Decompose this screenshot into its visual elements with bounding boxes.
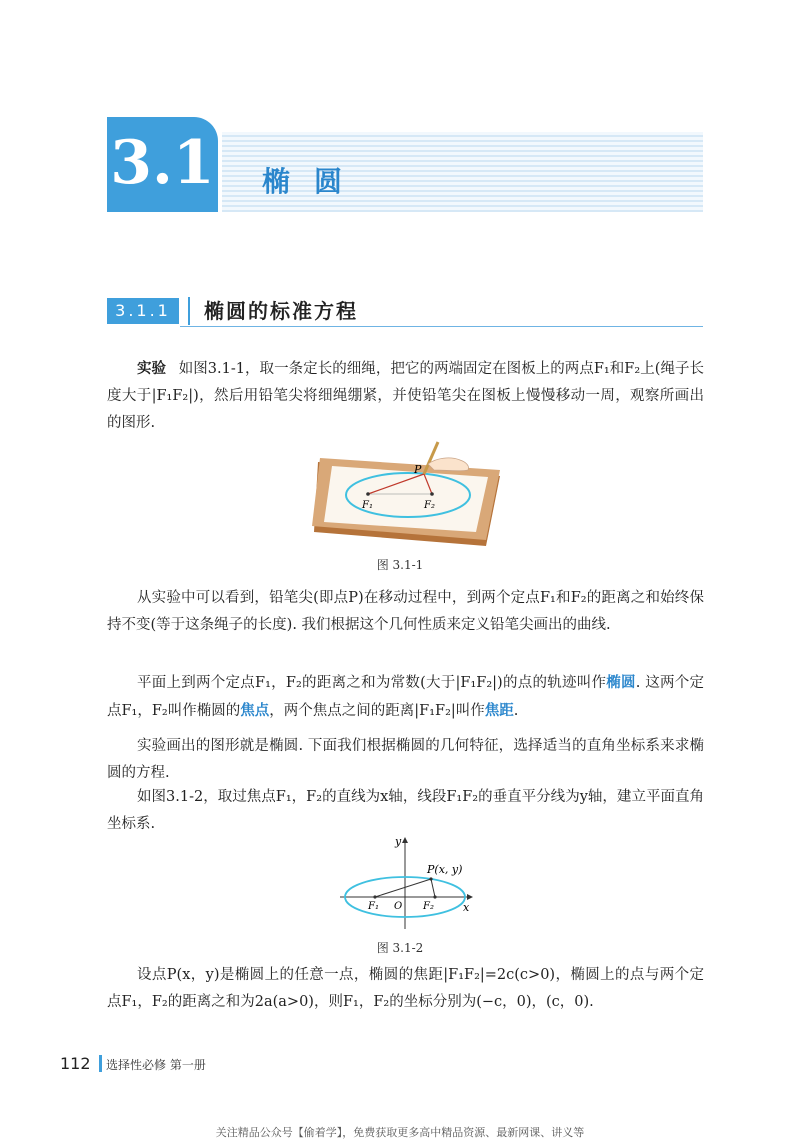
definition-text-d: . bbox=[513, 703, 519, 719]
segment-pf1 bbox=[375, 879, 431, 897]
definition-text-b: . 这两个定点F₁，F₂叫作椭圆的 bbox=[107, 675, 705, 719]
figure-3-1-1 bbox=[310, 440, 510, 550]
fig2-label-x: x bbox=[463, 901, 470, 914]
chapter-title: 椭圆 bbox=[262, 165, 367, 198]
experiment-text: 如图3.1-1，取一条定长的细绳，把它的两端固定在图板上的两点F₁和F₂上(绳子长度大于|F₁F₂|)，然后用铅笔尖将细绳绷紧，并使铅笔尖在图板上慢慢移动一周，观察所画出的图形. bbox=[107, 361, 705, 431]
coordinate-paragraph: 如图3.1-2，取过焦点F₁，F₂的直线为x轴，线段F₁F₂的垂直平分线为y轴，建立平面直角坐标系. bbox=[107, 789, 704, 832]
bottom-note: 关注精品公众号【偷着学】，免费获取更多高中精品资源、最新网课、讲义等 bbox=[215, 1126, 585, 1139]
term-ellipse: 椭圆 bbox=[606, 674, 636, 691]
section-underline bbox=[180, 326, 703, 327]
point-p bbox=[429, 877, 432, 880]
method-paragraph: 实验画出的图形就是椭圆. 下面我们根据椭圆的几何特征，选择适当的直角坐标系来求椭圆的方程. bbox=[107, 738, 704, 781]
figure-3-1-2 bbox=[335, 833, 475, 933]
fig1-label-f1: F₁ bbox=[362, 500, 373, 511]
fig1-label-f2: F₂ bbox=[424, 500, 435, 511]
point-f1 bbox=[373, 895, 376, 898]
term-focus: 焦点 bbox=[240, 702, 270, 719]
section-divider bbox=[188, 297, 190, 325]
board-surface bbox=[324, 466, 488, 532]
fig2-label-o: O bbox=[394, 901, 403, 912]
book-title: 选择性必修 第一册 bbox=[106, 1058, 206, 1072]
figure-2-caption: 图 3.1-2 bbox=[376, 941, 424, 955]
fig2-label-p: P(x, y) bbox=[427, 863, 463, 876]
hand bbox=[428, 458, 469, 471]
experiment-paragraph bbox=[107, 355, 704, 437]
setup-paragraph: 设点P(x，y)是椭圆上的任意一点，椭圆的焦距|F₁F₂|=2c(c>0)，椭圆上的点与两个定点F₁，F₂的距离之和为2a(a>0)，则F₁，F₂的坐标分别为(−c，0)，(c，0). bbox=[107, 967, 704, 1010]
page-number-bar bbox=[99, 1055, 102, 1072]
fig2-label-f2: F₂ bbox=[423, 901, 434, 912]
term-focal-distance: 焦距 bbox=[484, 702, 514, 719]
fig2-label-y: y bbox=[395, 835, 402, 848]
observation-paragraph: 从实验中可以看到，铅笔尖(即点P)在移动过程中，到两个定点F₁和F₂的距离之和始终保持不变(等于这条绳子的长度). 我们根据这个几何性质来定义铅笔尖画出的曲线. bbox=[107, 590, 704, 633]
definition-paragraph bbox=[107, 669, 704, 725]
segment-pf2 bbox=[431, 879, 435, 897]
experiment-lead: 实验 bbox=[137, 360, 167, 377]
section-number: 3.1.1 bbox=[115, 301, 171, 320]
fig2-label-f1: F₁ bbox=[368, 901, 379, 912]
focus-f2-dot bbox=[430, 492, 434, 496]
y-axis-arrow bbox=[402, 837, 408, 843]
point-f2 bbox=[433, 895, 436, 898]
definition-text-c: ，两个焦点之间的距离|F₁F₂|叫作 bbox=[269, 703, 485, 719]
focus-f1-dot bbox=[366, 492, 370, 496]
definition-text-a: 平面上到两个定点F₁，F₂的距离之和为常数(大于|F₁F₂|)的点的轨迹叫作 bbox=[137, 675, 607, 691]
figure-1-caption: 图 3.1-1 bbox=[376, 558, 424, 572]
x-axis-arrow bbox=[467, 894, 473, 900]
section-title: 椭圆的标准方程 bbox=[204, 299, 358, 323]
page-number: 112 bbox=[60, 1054, 91, 1073]
fig1-label-p: P bbox=[414, 463, 422, 476]
chapter-number: 3.1 bbox=[110, 128, 215, 198]
